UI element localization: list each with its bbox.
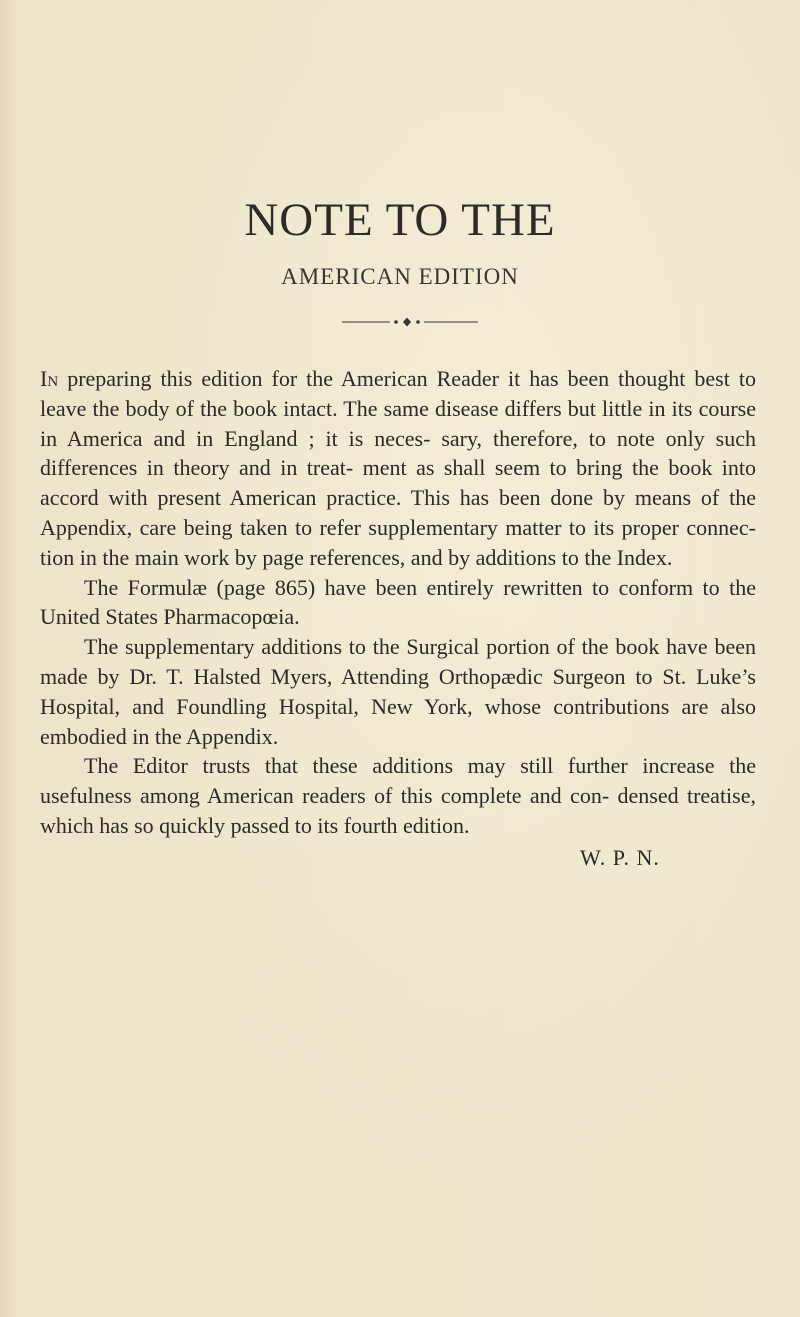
page-title: NOTE TO THE: [244, 194, 556, 246]
paragraph-lead-word: In: [40, 366, 59, 391]
signature-initials: W. P. N.: [580, 845, 660, 870]
paragraph-3: The supplementary additions to the Surgical portion of the book have been made by Dr. T. Halsted Myers, Attending Orthopædic Surgeon to St. Luke’s Hospital, and Foundling Hospital, New York, whose contributions are also embodied in the Appendix.: [40, 634, 756, 749]
paragraph-1: [40, 364, 756, 573]
ornament-divider: [340, 314, 480, 330]
paragraph-4: The Editor trusts that these additions may still further increase the usefulness among American readers of this complete and con- densed treatise, which has so quickly passed to its fourth edition.: [40, 753, 756, 838]
note-body: [40, 364, 756, 841]
paragraph-2: The Formulæ (page 865) have been entirely rewritten to conform to the United States Pharmacopœia.: [40, 574, 756, 630]
page-subtitle: AMERICAN EDITION: [281, 264, 519, 289]
paragraph-1-text: preparing this edition for the American Reader it has been thought best to leave the body of the book intact. The same disease differs but little in its course in America and in England ; it is neces- sary, therefore, to note only such differences in theory and in treat- ment as shall seem to bring the book into accord with present American practice. This has been done by means of the Appendix, care being taken to refer supplementary matter to its proper connec- tion in the main work by page references, and by additions to the Index.: [40, 366, 756, 570]
